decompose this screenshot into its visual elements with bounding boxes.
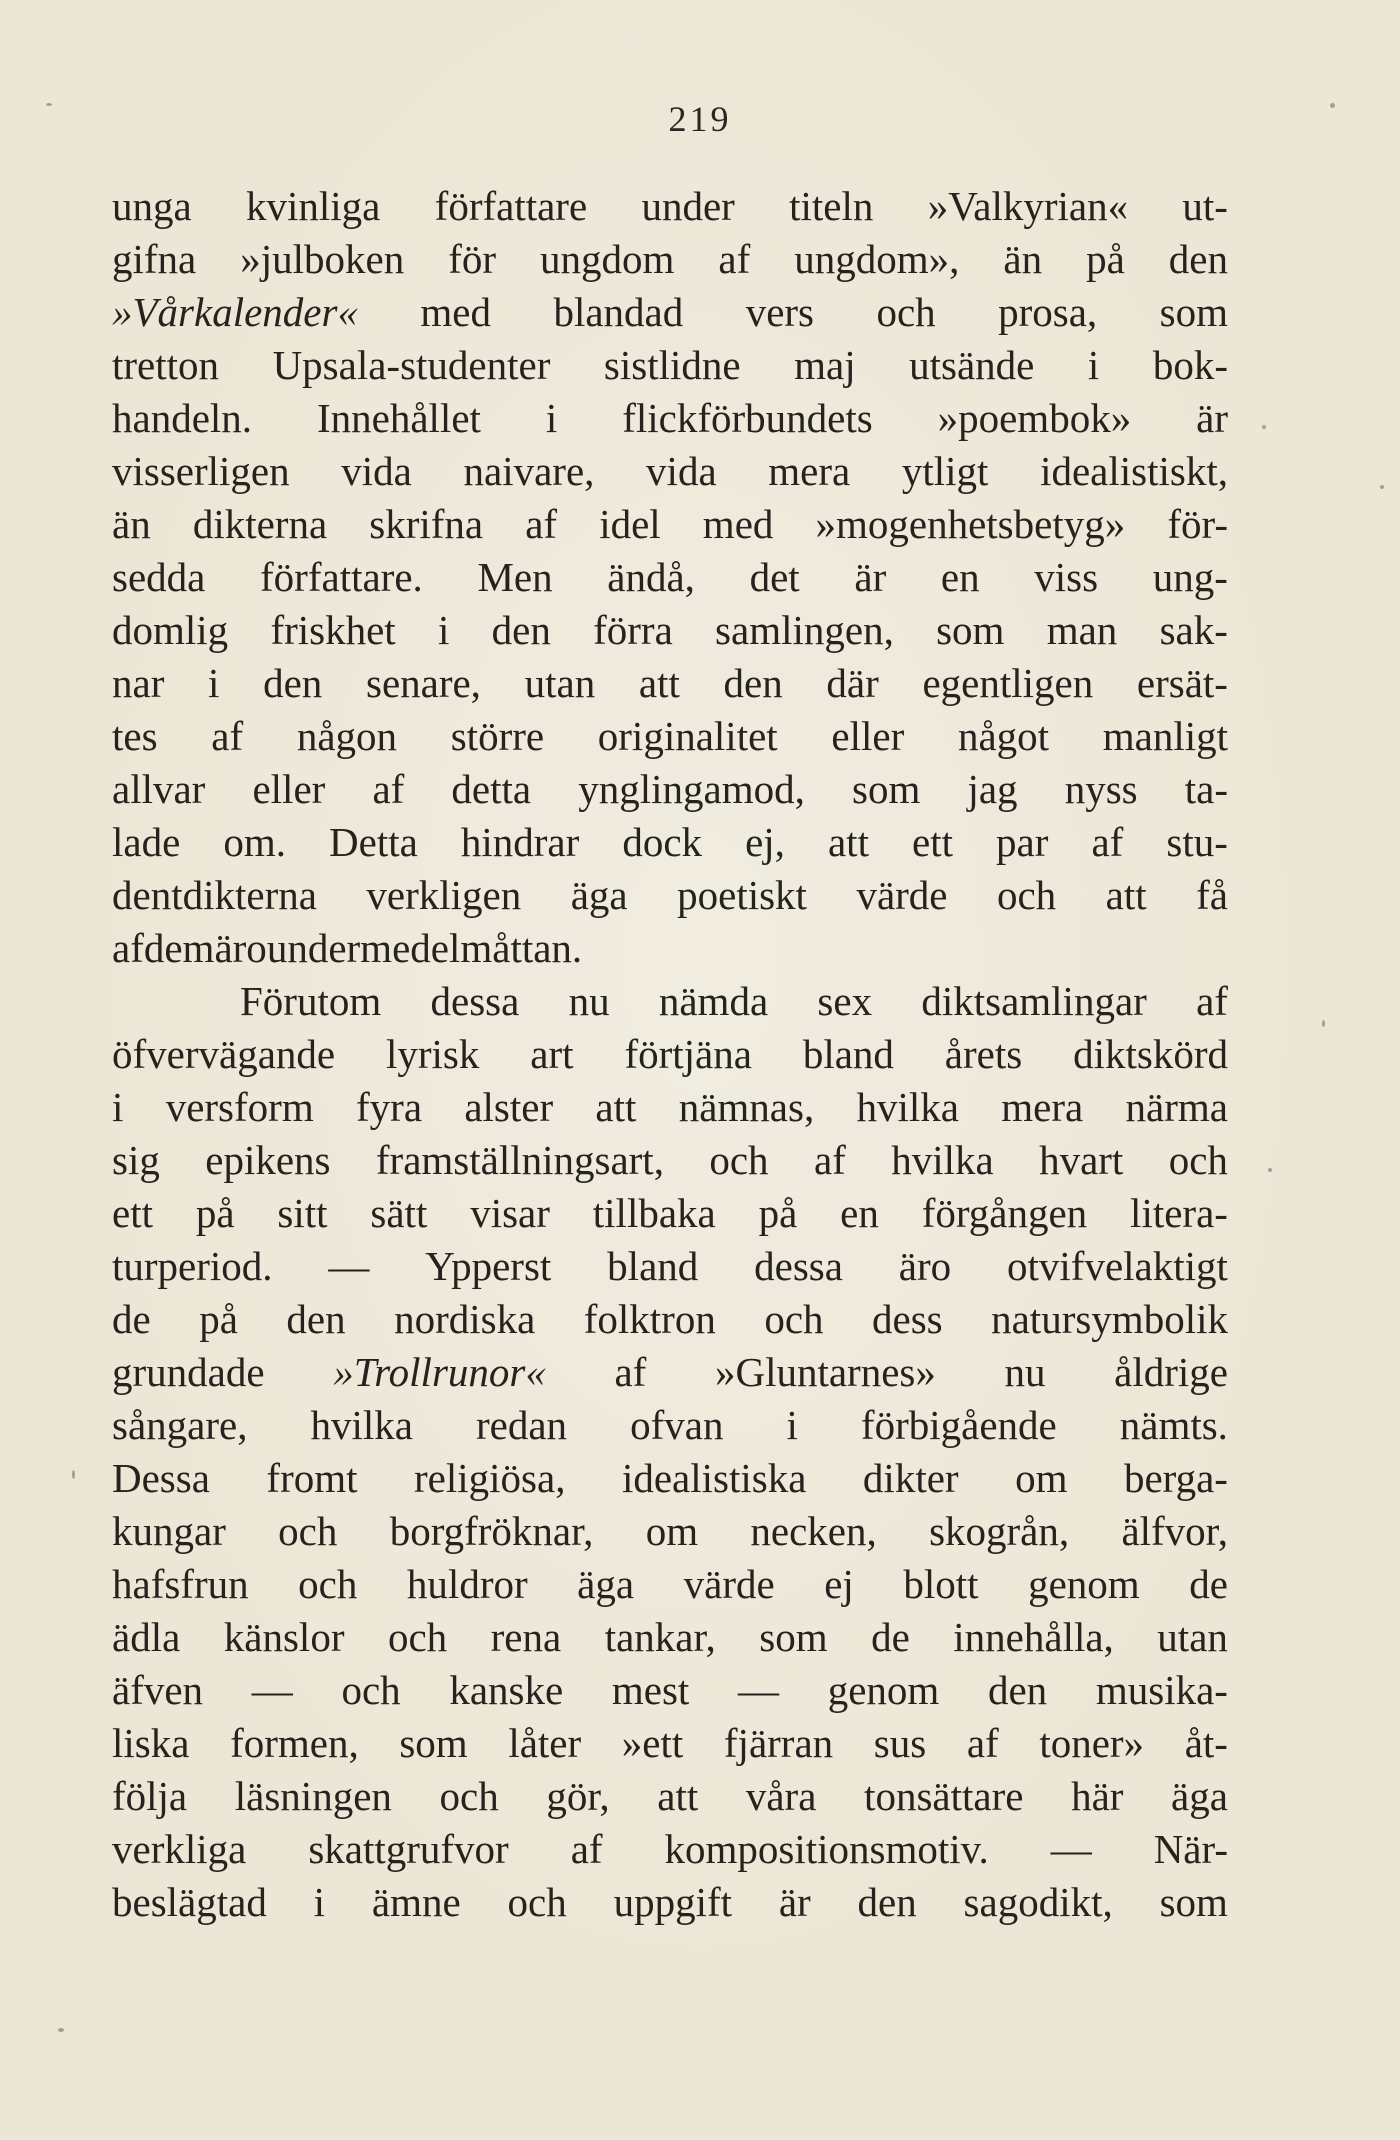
- text-line: sedda författare. Men ändå, det är en viss ung-: [112, 554, 1228, 600]
- paper-speck: [1330, 103, 1335, 108]
- text-line: nar i den senare, utan att den där egentligen ersät-: [112, 660, 1228, 706]
- paper-speck: [72, 1470, 75, 1479]
- text-line: i versform fyra alster att nämnas, hvilka mera närma: [112, 1084, 1228, 1130]
- paper-speck: [58, 2028, 64, 2032]
- text-line: liska formen, som låter »ett fjärran sus af toner» åt-: [112, 1720, 1228, 1766]
- text-line: gifna »julboken för ungdom af ungdom», än på den: [112, 236, 1228, 282]
- text-line: verkliga skattgrufvor af kompositionsmotiv. — När-: [112, 1826, 1228, 1872]
- text-line: beslägtad i ämne och uppgift är den sagodikt, som: [112, 1879, 1228, 1925]
- text-line: sig epikens framställningsart, och af hvilka hvart och: [112, 1137, 1228, 1183]
- text-line: följa läsningen och gör, att våra tonsättare här äga: [112, 1773, 1228, 1819]
- text-line: de på den nordiska folktron och dess natursymbolik: [112, 1296, 1228, 1342]
- paper-speck: [1322, 1020, 1325, 1027]
- text-line: lade om. Detta hindrar dock ej, att ett par af stu-: [112, 819, 1228, 865]
- paper-speck: [46, 103, 52, 106]
- text-line: äfven — och kanske mest — genom den musika-: [112, 1667, 1228, 1713]
- text-line: grundade »Trollrunor« af »Gluntarnes» nu åldrige: [112, 1349, 1228, 1395]
- text-line: tes af någon större originalitet eller något manligt: [112, 713, 1228, 759]
- text-line: sångare, hvilka redan ofvan i förbigående nämts.: [112, 1402, 1228, 1448]
- text-line: hafsfrun och huldror äga värde ej blott genom de: [112, 1561, 1228, 1607]
- text-line: än dikterna skrifna af idel med »mogenhetsbetyg» för-: [112, 501, 1228, 547]
- paper-speck: [1268, 1168, 1272, 1172]
- text-line: ädla känslor och rena tankar, som de innehålla, utan: [112, 1614, 1228, 1660]
- text-line: öfvervägande lyrisk art förtjäna bland årets diktskörd: [112, 1031, 1228, 1077]
- text-line: af dem äro under medelmåttan.: [112, 925, 583, 971]
- text-line: »Vårkalender« med blandad vers och prosa, som: [112, 289, 1228, 335]
- paper-speck: [1262, 425, 1266, 429]
- text-line: domlig friskhet i den förra samlingen, som man sak-: [112, 607, 1228, 653]
- page-number: 219: [668, 99, 732, 139]
- text-line: tretton Upsala-studenter sistlidne maj utsände i bok-: [112, 342, 1228, 388]
- text-line: ett på sitt sätt visar tillbaka på en förgången litera-: [112, 1190, 1228, 1236]
- text-line: visserligen vida naivare, vida mera ytligt idealistiskt,: [112, 448, 1228, 494]
- text-line: turperiod. — Ypperst bland dessa äro otvifvelaktigt: [112, 1243, 1228, 1289]
- text-line: Dessa fromt religiösa, idealistiska dikter om berga-: [112, 1455, 1228, 1501]
- text-line: kungar och borgfröknar, om necken, skogrån, älfvor,: [112, 1508, 1228, 1554]
- text-line: unga kvinliga författare under titeln »Valkyrian« ut-: [112, 183, 1228, 229]
- text-line: dentdikterna verkligen äga poetiskt värde och att få: [112, 872, 1228, 918]
- text-line: allvar eller af detta ynglingamod, som jag nyss ta-: [112, 766, 1228, 812]
- body-text: [112, 180, 1228, 1929]
- paper-speck: [1380, 485, 1384, 489]
- text-line: handeln. Innehållet i flickförbundets »poembok» är: [112, 395, 1228, 441]
- text-line: Förutom dessa nu nämda sex diktsamlingar af: [240, 978, 1228, 1024]
